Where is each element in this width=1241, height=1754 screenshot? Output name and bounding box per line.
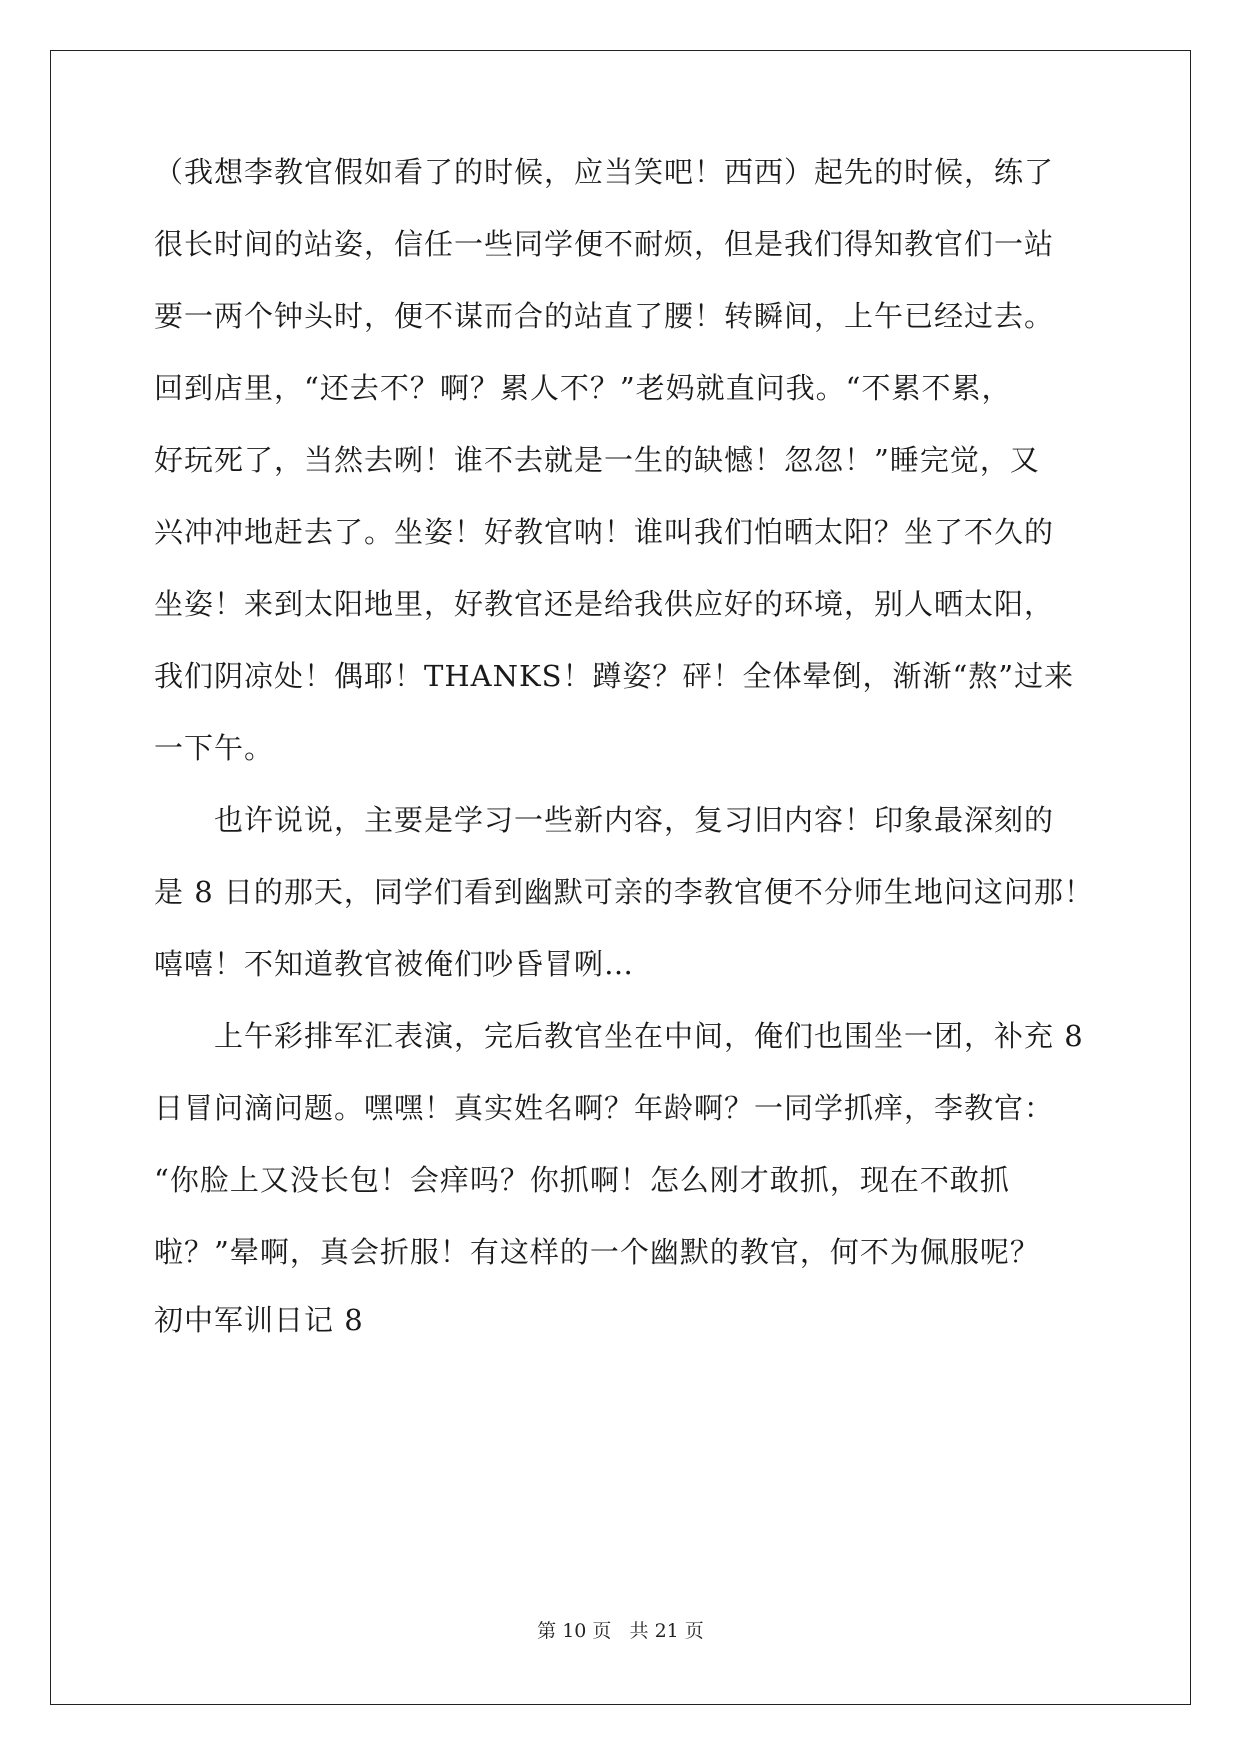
text-line-13: 上午彩排军汇表演，完后教官坐在中间，俺们也围坐一团，补充 8 [214,1019,1084,1053]
text-line-1: （我想李教官假如看了的时候，应当笑吧！西西）起先的时候，练了 [154,155,1055,189]
text-line-14: 日冒问滴问题。嘿嘿！真实姓名啊？年龄啊？一同学抓痒，李教官： [154,1091,1055,1125]
page-number-footer: 第 10 页 共 21 页 [537,1620,704,1642]
section-heading: 初中军训日记 8 [154,1303,364,1337]
text-line-3: 要一两个钟头时，便不谋而合的站直了腰！转瞬间，上午已经过去。 [154,299,1055,333]
text-line-12: 嘻嘻！不知道教官被俺们吵昏冒咧… [154,947,635,981]
text-line-5: 好玩死了，当然去咧！谁不去就是一生的缺憾！忽忽！”睡完觉，又 [154,443,1040,477]
text-line-8: 我们阴凉处！偶耶！THANKS！蹲姿？砰！全体晕倒，渐渐“熬”过来 [154,659,1075,693]
text-line-6: 兴冲冲地赶去了。坐姿！好教官呐！谁叫我们怕晒太阳？坐了不久的 [154,515,1055,549]
text-line-9: 一下午。 [154,731,275,765]
text-line-2: 很长时间的站姿，信任一些同学便不耐烦，但是我们得知教官们一站 [154,227,1055,261]
text-line-10: 也许说说，主要是学习一些新内容，复习旧内容！印象最深刻的 [214,803,1055,837]
text-line-4: 回到店里，“还去不？啊？累人不？”老妈就直问我。“不累不累， [154,371,1012,405]
text-line-11: 是 8 日的那天，同学们看到幽默可亲的李教官便不分师生地问这问那！ [154,875,1094,909]
text-line-16: 啦？”晕啊，真会折服！有这样的一个幽默的教官，何不为佩服呢？ [154,1235,1040,1269]
text-line-7: 坐姿！来到太阳地里，好教官还是给我供应好的环境，别人晒太阳， [154,587,1055,621]
text-line-15: “你脸上又没长包！会痒吗？你抓啊！怎么刚才敢抓，现在不敢抓 [154,1163,1010,1197]
